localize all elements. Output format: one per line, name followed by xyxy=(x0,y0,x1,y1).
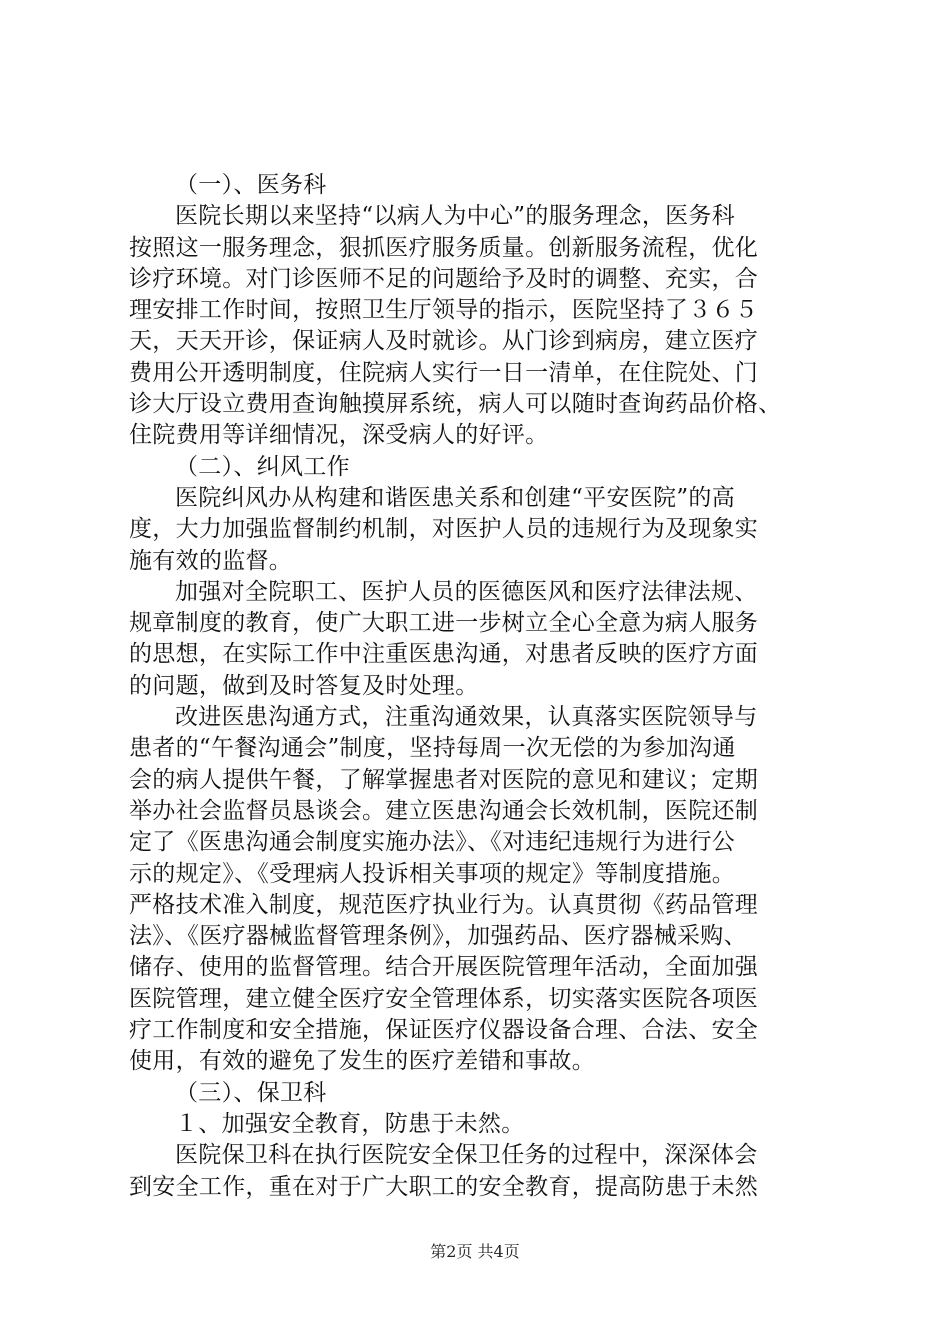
text-line: 储存、使用的监督管理。结合开展医院管理年活动，全面加强 xyxy=(129,954,759,981)
text-line: 住院费用等详细情况，深受病人的好评。 xyxy=(129,422,549,449)
text-line: 举办社会监督员恳谈会。建立医患沟通会长效机制，医院还制 xyxy=(129,797,759,824)
text-line: 度，大力加强监督制约机制，对医护人员的违规行为及现象实 xyxy=(129,516,759,543)
text-line: 患者的“午餐沟通会”制度，坚持每周一次无偿的为参加沟通 xyxy=(129,735,736,762)
text-line: 理安排工作时间，按照卫生厅领导的指示，医院坚持了３６５ xyxy=(129,297,759,324)
text-line: 定了《医患沟通会制度实施办法》、《对违纪违规行为进行公 xyxy=(129,829,736,856)
text-line: 疗工作制度和安全措施，保证医疗仪器设备合理、合法、安全 xyxy=(129,1017,759,1044)
text-line: 医院管理，建立健全医疗安全管理体系，切实落实医院各项医 xyxy=(129,985,759,1012)
section-heading: （一）、医务科 xyxy=(175,172,327,198)
text-line: 加强对全院职工、医护人员的医德医风和医疗法律法规、 xyxy=(175,578,758,605)
text-line: 医院长期以来坚持“以病人为中心”的服务理念，医务科 xyxy=(175,203,736,230)
text-line: 施有效的监督。 xyxy=(129,547,293,574)
text-line: 费用公开透明制度，住院病人实行一日一清单，在住院处、门 xyxy=(129,359,759,386)
text-line: 医院纠风办从构建和谐医患关系和创建“平安医院”的高 xyxy=(175,484,736,511)
section-heading: （三）、保卫科 xyxy=(175,1079,327,1106)
text-line: 改进医患沟通方式，注重沟通效果，认真落实医院领导与 xyxy=(175,704,758,731)
text-line: 法》、《医疗器械监督管理条例》，加强药品、医疗器械采购、 xyxy=(129,923,747,950)
text-line: 诊大厅设立费用查询触摸屏系统，病人可以随时查询药品价格、 xyxy=(129,391,782,418)
text-line: 天，天天开诊，保证病人及时就诊。从门诊到病房，建立医疗 xyxy=(129,328,759,355)
text-line: 规章制度的教育，使广大职工进一步树立全心全意为病人服务 xyxy=(129,610,759,637)
text-line: 严格技术准入制度，规范医疗执业行为。认真贯彻《药品管理 xyxy=(129,891,759,918)
section-heading: （二）、纠风工作 xyxy=(175,453,350,480)
text-line: 医院保卫科在执行医院安全保卫任务的过程中，深深体会 xyxy=(175,1142,758,1169)
text-line: １、加强安全教育，防患于未然。 xyxy=(175,1110,525,1137)
document-body xyxy=(129,170,835,1203)
text-line: 按照这一服务理念，狠抓医疗服务质量。创新服务流程，优化 xyxy=(129,234,759,261)
text-line: 使用，有效的避免了发生的医疗差错和事故。 xyxy=(129,1048,595,1075)
text-line: 到安全工作，重在对于广大职工的安全教育，提高防患于未然 xyxy=(129,1173,759,1200)
page-footer: 第2页 共4页 xyxy=(430,1242,520,1261)
text-line: 诊疗环境。对门诊医师不足的问题给予及时的调整、充实，合 xyxy=(129,265,759,292)
text-line: 示的规定》、《受理病人投诉相关事项的规定》等制度措施。 xyxy=(129,860,736,887)
text-line: 的问题，做到及时答复及时处理。 xyxy=(129,672,479,699)
text-line: 会的病人提供午餐，了解掌握患者对医院的意见和建议；定期 xyxy=(129,766,759,793)
text-line: 的思想，在实际工作中注重医患沟通，对患者反映的医疗方面 xyxy=(129,641,759,668)
